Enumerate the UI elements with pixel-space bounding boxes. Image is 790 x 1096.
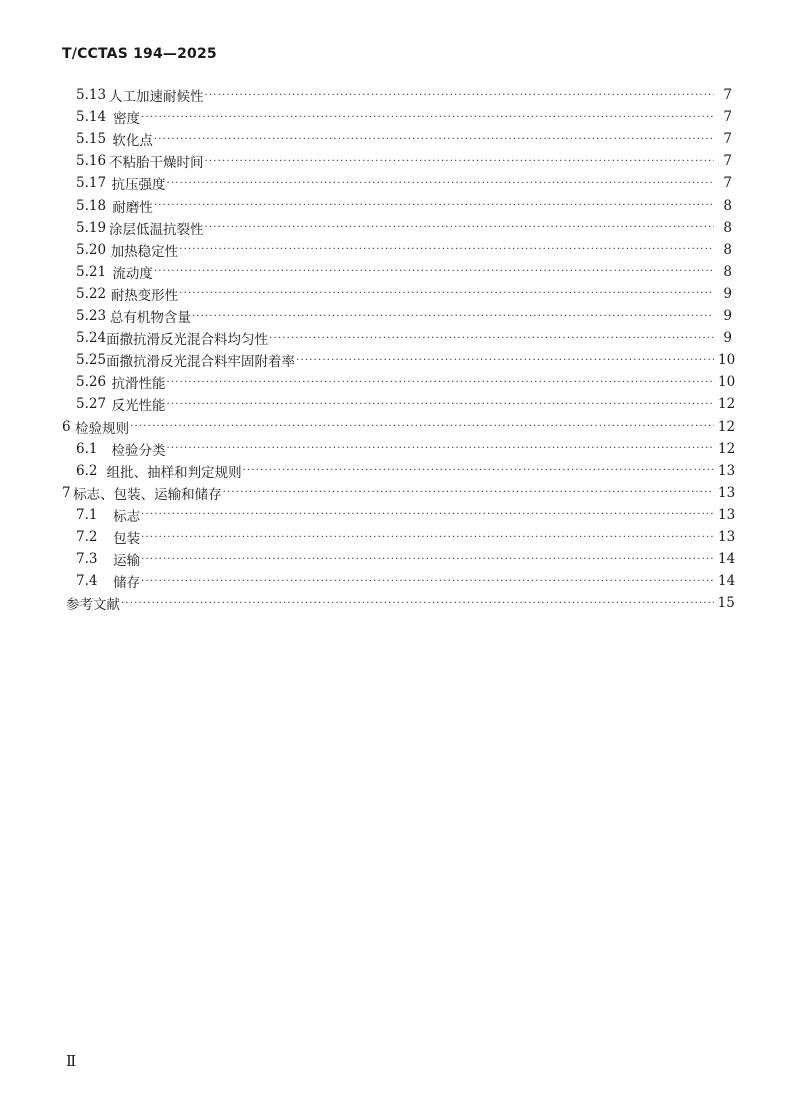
toc-entry-title: 包装 bbox=[113, 531, 141, 547]
toc-dot-leader bbox=[243, 465, 714, 476]
toc-entry-page: 14 bbox=[718, 551, 736, 568]
toc-entry-number: 5.14 bbox=[76, 109, 107, 126]
toc-entry-number: 5.26 bbox=[76, 374, 107, 391]
toc-entry[interactable] bbox=[76, 438, 736, 460]
toc-entry-page: 8 bbox=[723, 219, 732, 236]
toc-entry[interactable] bbox=[62, 482, 736, 504]
toc-entry-page: 14 bbox=[718, 573, 736, 590]
toc-entry-page: 7 bbox=[723, 109, 732, 126]
toc-entry-page: 7 bbox=[723, 175, 732, 192]
toc-dot-leader bbox=[130, 421, 714, 432]
toc-entry-page: 12 bbox=[717, 418, 736, 435]
toc-entry-number: 5.18 bbox=[76, 197, 107, 214]
toc-entry-number: 6.2 bbox=[76, 462, 98, 479]
toc-entry[interactable] bbox=[76, 570, 736, 592]
toc-entry[interactable] bbox=[62, 416, 736, 438]
toc-dot-leader bbox=[192, 311, 714, 322]
toc-entry-page: 7 bbox=[723, 87, 732, 103]
toc-entry-title: 检验分类 bbox=[111, 442, 166, 459]
toc-entry-title: 涂层低温抗裂性 bbox=[109, 221, 204, 238]
toc-entry-title: 参考文献 bbox=[66, 597, 120, 614]
toc-entry-title: 密度 bbox=[113, 111, 141, 128]
toc-entry-number: 7.1 bbox=[76, 506, 98, 523]
toc-entry-page: 12 bbox=[718, 440, 736, 457]
toc-entry[interactable] bbox=[76, 460, 736, 482]
toc-entry-number: 5.20 bbox=[76, 241, 107, 258]
toc-entry-number: 5.13 bbox=[76, 87, 107, 103]
toc-dot-leader bbox=[167, 399, 715, 410]
toc-entry-title: 人工加速耐候性 bbox=[109, 89, 204, 105]
toc-entry-number: 5.24 bbox=[76, 330, 107, 347]
toc-entry-title: 耐磨性 bbox=[112, 199, 153, 216]
toc-entry-page: 9 bbox=[723, 285, 732, 302]
toc-entry-page: 9 bbox=[723, 330, 732, 347]
toc-entry-number: 5.21 bbox=[76, 263, 107, 280]
toc-entry-number: 7.3 bbox=[76, 551, 98, 568]
toc-dot-leader bbox=[154, 266, 714, 277]
toc-entry-number: 6.1 bbox=[76, 440, 98, 457]
toc-entry-title: 耐热变形性 bbox=[110, 287, 179, 304]
toc-entry[interactable] bbox=[76, 217, 732, 239]
toc-entry[interactable] bbox=[76, 84, 732, 106]
toc-dot-leader bbox=[205, 222, 714, 233]
toc-dot-leader bbox=[205, 90, 714, 101]
toc-entry-title: 面撒抗滑反光混合料均匀性 bbox=[106, 332, 269, 349]
toc-entry-page: 10 bbox=[718, 352, 736, 369]
toc-entry-number: 6 bbox=[62, 418, 71, 435]
toc-dot-leader bbox=[141, 509, 714, 520]
toc-dot-leader bbox=[121, 598, 714, 609]
toc-dot-leader bbox=[141, 112, 714, 123]
toc-entry-number: 5.17 bbox=[76, 175, 107, 192]
toc-entry[interactable] bbox=[76, 371, 736, 393]
toc-dot-leader bbox=[154, 200, 714, 211]
toc-entry[interactable] bbox=[76, 548, 736, 570]
toc-entry[interactable] bbox=[76, 305, 732, 327]
toc-entry-title: 加热稳定性 bbox=[110, 243, 179, 260]
toc-entry[interactable] bbox=[76, 239, 732, 261]
toc-entry-number: 7.2 bbox=[76, 529, 98, 545]
toc-dot-leader bbox=[179, 288, 714, 299]
toc-entry[interactable] bbox=[76, 150, 732, 172]
toc-dot-leader bbox=[179, 244, 714, 255]
toc-entry[interactable] bbox=[76, 172, 732, 194]
toc-entry[interactable] bbox=[66, 592, 735, 614]
toc-entry-title: 组批、抽样和判定规则 bbox=[106, 464, 242, 481]
toc-dot-leader bbox=[296, 355, 714, 366]
toc-entry-page: 7 bbox=[723, 153, 732, 170]
toc-entry-title: 标志、包装、运输和储存 bbox=[73, 486, 222, 503]
toc-entry-page: 8 bbox=[723, 241, 732, 258]
toc-entry-title: 运输 bbox=[113, 553, 141, 570]
toc-entry-page: 9 bbox=[723, 308, 732, 324]
toc-entry-title: 储存 bbox=[113, 575, 141, 592]
toc-dot-leader bbox=[223, 487, 714, 498]
toc-dot-leader bbox=[167, 377, 715, 388]
toc-dot-leader bbox=[154, 134, 714, 145]
toc-entry-title: 总有机物含量 bbox=[109, 310, 191, 326]
toc-entry[interactable] bbox=[76, 526, 736, 548]
toc-entry[interactable] bbox=[76, 393, 736, 415]
toc-dot-leader bbox=[141, 532, 714, 543]
toc-entry-number: 7.4 bbox=[76, 573, 98, 590]
toc-dot-leader bbox=[205, 156, 714, 167]
toc-entry-page: 13 bbox=[718, 529, 736, 545]
toc-entry-number: 5.23 bbox=[76, 308, 107, 324]
toc-entry[interactable] bbox=[76, 106, 732, 128]
toc-entry-number: 5.19 bbox=[76, 219, 107, 236]
toc-entry-page: 13 bbox=[718, 484, 736, 501]
toc-entry-number: 5.16 bbox=[76, 153, 107, 170]
toc-entry-title: 不粘胎干燥时间 bbox=[109, 155, 204, 172]
toc-entry[interactable] bbox=[76, 128, 732, 150]
toc-entry-number: 5.22 bbox=[76, 285, 107, 302]
toc-entry[interactable] bbox=[76, 327, 732, 349]
toc-entry-page: 15 bbox=[717, 595, 735, 612]
toc-entry-title: 流动度 bbox=[112, 265, 153, 282]
toc-entry[interactable] bbox=[76, 195, 732, 217]
toc-entry-page: 8 bbox=[723, 197, 732, 214]
page-numeral: Ⅱ bbox=[66, 1052, 77, 1070]
toc-dot-leader bbox=[141, 576, 714, 587]
toc-entry-title: 抗滑性能 bbox=[111, 376, 166, 393]
toc-entry-number: 5.25 bbox=[76, 352, 107, 369]
toc-entry[interactable] bbox=[76, 349, 736, 371]
toc-entry-page: 7 bbox=[723, 131, 732, 148]
toc-entry-title: 标志 bbox=[113, 508, 141, 525]
toc-entry[interactable] bbox=[76, 504, 736, 526]
toc-entry-page: 10 bbox=[718, 374, 736, 391]
toc-entry[interactable] bbox=[76, 261, 732, 283]
toc-dot-leader bbox=[167, 443, 715, 454]
toc-dot-leader bbox=[269, 333, 714, 344]
toc-entry-page: 8 bbox=[723, 263, 732, 280]
toc-dot-leader bbox=[167, 178, 715, 189]
toc-entry-page: 13 bbox=[718, 462, 736, 479]
toc-entry-title: 反光性能 bbox=[111, 398, 166, 415]
toc-entry-number: 5.27 bbox=[76, 396, 107, 413]
toc-dot-leader bbox=[141, 554, 714, 565]
toc-entry-title: 抗压强度 bbox=[111, 177, 166, 194]
toc-entry-title: 软化点 bbox=[112, 133, 153, 150]
toc-entry-page: 12 bbox=[718, 396, 736, 413]
toc-entry-number: 7 bbox=[62, 484, 71, 501]
toc-entry-number: 5.15 bbox=[76, 131, 107, 148]
toc-entry-page: 13 bbox=[718, 506, 736, 523]
toc-entry-title: 面撒抗滑反光混合料牢固附着率 bbox=[106, 354, 296, 371]
toc-entry[interactable] bbox=[76, 283, 732, 305]
toc-entry-title: 检验规则 bbox=[75, 420, 130, 437]
document-id: T/CCTAS 194—2025 bbox=[62, 46, 217, 62]
